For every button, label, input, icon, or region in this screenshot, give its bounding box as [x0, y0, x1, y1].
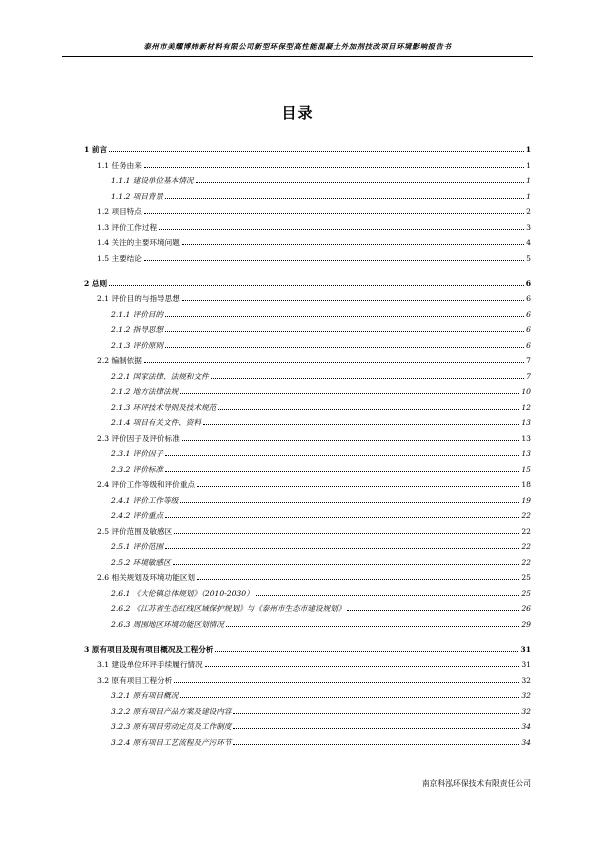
toc-leader-dots: [182, 440, 519, 441]
toc-entry-page: 18: [521, 480, 531, 489]
toc-entry-page: 22: [521, 526, 531, 536]
page-title: 目录: [281, 104, 314, 122]
toc-entry[interactable]: [84, 685, 531, 701]
toc-entry-label: 1.3 评价工作过程: [97, 222, 158, 232]
toc-entry-label: 2.6.3 周围地区环境功能区划情况: [111, 619, 224, 629]
toc-entry-page: 15: [521, 464, 531, 474]
toc-leader-dots: [165, 316, 524, 317]
toc-entry-label: 3.2.2 原有项目产品方案及建设内容: [111, 706, 232, 716]
toc-leader-dots: [174, 682, 519, 683]
toc-entry-label: 1.1 任务由来: [97, 160, 142, 170]
toc-entry-label: 1.1.2 项目背景: [111, 191, 164, 201]
toc-entry[interactable]: [84, 536, 531, 552]
toc-entry[interactable]: [84, 288, 531, 304]
toc-entry[interactable]: [84, 551, 531, 567]
toc-entry-label: 2.6.2 《江苏省生态红线区域保护规划》与《泰州市生态市建设规划》: [111, 604, 346, 613]
toc-entry-page: 6: [526, 325, 531, 334]
toc-entry-label: 1.4 关注的主要环境问题: [97, 238, 180, 247]
toc-entry[interactable]: [84, 654, 531, 670]
toc-entry-label: 2.1.3 评价原则: [111, 340, 164, 350]
toc-entry-page: 25: [521, 573, 531, 582]
toc-entry[interactable]: [84, 137, 531, 154]
toc-entry-page: 1: [526, 191, 531, 201]
toc-entry[interactable]: [84, 170, 531, 186]
toc-entry-page: 6: [526, 340, 531, 350]
toc-entry[interactable]: [84, 319, 531, 335]
toc-entry-page: 1: [525, 145, 531, 154]
toc-entry-page: 6: [526, 294, 531, 303]
toc-entry-page: 2: [526, 207, 531, 216]
toc-leader-dots: [180, 502, 519, 503]
toc-entry-label: 3.2.4 原有项目工艺流程及产污环节: [111, 737, 232, 747]
toc-entry-page: 7: [526, 371, 531, 381]
toc-leader-dots: [256, 595, 520, 596]
toc-entry-page: 22: [521, 557, 531, 567]
toc-entry[interactable]: [84, 489, 531, 505]
toc-entry[interactable]: [84, 303, 531, 319]
toc-entry-page: 29: [521, 619, 531, 629]
toc-leader-dots: [211, 378, 524, 379]
toc-entry-label: 2.1.2 地方法律法规: [111, 387, 179, 396]
toc-leader-dots: [165, 347, 524, 348]
toc-entry-page: 13: [521, 449, 531, 458]
page-footer: 南京科泓环保技术有限责任公司: [421, 779, 531, 788]
toc-entry[interactable]: [84, 474, 531, 490]
toc-leader-dots: [159, 229, 524, 230]
toc-entry-label: 2.4 评价工作等级和评价重点: [97, 480, 196, 489]
toc-entry[interactable]: [84, 520, 531, 536]
toc-leader-dots: [215, 651, 518, 652]
toc-entry-page: 12: [521, 402, 531, 412]
toc-leader-dots: [165, 548, 519, 549]
toc-entry[interactable]: [84, 458, 531, 474]
toc-leader-dots: [233, 744, 519, 745]
toc-entry-label: 2 总则: [84, 278, 108, 288]
toc-leader-dots: [197, 579, 519, 580]
toc-entry-page: 1: [526, 176, 531, 185]
toc-leader-dots: [144, 213, 524, 214]
toc-leader-dots: [109, 285, 524, 286]
toc-entry-label: 3 原有项目及现有项目概况及工程分析: [84, 644, 214, 654]
toc-entry-label: 2.6.1 《大伦镇总体规划》（2010-2030）: [111, 588, 254, 598]
toc-entry-label: 2.4.1 评价工作等级: [111, 495, 179, 505]
toc-entry[interactable]: [84, 365, 531, 381]
toc-entry-label: 2.1.3 环评技术导则及技术规范: [111, 402, 217, 412]
toc-entry-page: 34: [521, 737, 531, 747]
toc-entry-page: 1: [526, 160, 531, 170]
table-of-contents: [84, 137, 531, 747]
toc-leader-dots: [165, 331, 524, 332]
toc-entry-page: 22: [521, 542, 531, 551]
toc-leader-dots: [174, 533, 519, 534]
toc-entry-page: 13: [521, 418, 531, 427]
toc-leader-dots: [165, 455, 519, 456]
toc-entry-page: 13: [521, 433, 531, 443]
toc-entry-label: 1.2 项目特点: [97, 207, 142, 216]
toc-entry[interactable]: [84, 232, 531, 248]
toc-entry[interactable]: [84, 443, 531, 459]
toc-entry[interactable]: [84, 334, 531, 350]
toc-leader-dots: [144, 362, 524, 363]
toc-leader-dots: [233, 728, 519, 729]
toc-entry-page: 7: [526, 356, 531, 365]
toc-entry-label: 2.1.4 项目有关文件、资料: [111, 418, 202, 427]
toc-entry[interactable]: [84, 247, 531, 263]
toc-entry-page: 6: [525, 278, 531, 288]
toc-entry-label: 2.1.1 评价目的: [111, 309, 164, 319]
toc-entry-page: 5: [526, 253, 531, 263]
toc-entry[interactable]: [84, 185, 531, 201]
toc-entry-label: 1 前言: [84, 145, 108, 154]
toc-entry[interactable]: [84, 412, 531, 428]
toc-entry-page: 4: [526, 238, 531, 247]
toc-entry-label: 3.2.3 原有项目劳动定员及工作制度: [111, 722, 232, 731]
toc-entry[interactable]: [84, 567, 531, 583]
toc-entry-label: 2.6 相关规划及环境功能区划: [97, 573, 196, 582]
toc-leader-dots: [165, 471, 519, 472]
toc-entry[interactable]: [84, 731, 531, 747]
toc-entry[interactable]: [84, 427, 531, 443]
toc-leader-dots: [144, 167, 524, 168]
toc-entry[interactable]: [84, 350, 531, 366]
toc-entry-label: 3.2.1 原有项目概况: [111, 691, 179, 700]
toc-entry-label: 2.2.1 国家法律、法规和文件: [111, 371, 209, 381]
toc-entry-page: 34: [521, 722, 531, 731]
toc-entry-label: 1.1.1 建设单位基本情况: [111, 176, 194, 185]
toc-entry-page: 10: [521, 387, 531, 396]
toc-entry-label: 3.2 原有项目工程分析: [97, 675, 173, 685]
page-header: 泰州市美耀博炜新材料有限公司新型环保型高性能混凝土外加剂技改项目环境影响报告书: [143, 42, 452, 51]
toc-entry-label: 2.3 评价因子及评价标准: [97, 433, 180, 443]
toc-entry[interactable]: [84, 396, 531, 412]
toc-leader-dots: [196, 182, 525, 183]
toc-entry[interactable]: [84, 669, 531, 685]
toc-entry[interactable]: [84, 582, 531, 598]
toc-entry[interactable]: [84, 154, 531, 170]
toc-leader-dots: [347, 610, 519, 611]
toc-leader-dots: [205, 666, 520, 667]
toc-entry[interactable]: [84, 700, 531, 716]
toc-entry-label: 2.3.2 评价标准: [111, 464, 164, 474]
toc-entry-label: 2.4.2 评价重点: [111, 511, 164, 520]
toc-entry-label: 2.5 评价范围及敏感区: [97, 526, 173, 536]
toc-entry-label: 2.5.2 环境敏感区: [111, 557, 171, 567]
toc-entry-label: 2.1.2 指导思想: [111, 325, 164, 334]
toc-entry-page: 32: [521, 706, 531, 716]
toc-leader-dots: [180, 393, 519, 394]
toc-entry-label: 2.2 编制依据: [97, 356, 142, 365]
toc-leader-dots: [182, 300, 524, 301]
toc-entry-page: 25: [521, 588, 531, 598]
toc-leader-dots: [144, 260, 524, 261]
toc-leader-dots: [226, 626, 519, 627]
toc-entry-page: 19: [521, 495, 531, 505]
toc-entry-page: 22: [521, 511, 531, 520]
toc-leader-dots: [173, 564, 520, 565]
toc-entry-label: 2.1 评价目的与指导思想: [97, 294, 180, 303]
toc-entry[interactable]: [84, 637, 531, 654]
header-rule: [62, 56, 533, 57]
toc-leader-dots: [197, 486, 519, 487]
toc-entry-page: 32: [521, 691, 531, 700]
toc-leader-dots: [165, 198, 524, 199]
toc-entry-page: 32: [521, 675, 531, 685]
toc-entry-label: 2.5.1 评价范围: [111, 542, 164, 551]
toc-entry[interactable]: [84, 201, 531, 217]
toc-leader-dots: [180, 697, 519, 698]
toc-entry[interactable]: [84, 613, 531, 629]
toc-entry-page: 3: [526, 222, 531, 232]
toc-entry-page: 26: [521, 604, 531, 613]
toc-entry[interactable]: [84, 505, 531, 521]
toc-entry[interactable]: [84, 716, 531, 732]
toc-leader-dots: [218, 409, 519, 410]
toc-entry-label: 3.1 建设单位环评手续履行情况: [97, 660, 203, 669]
toc-entry[interactable]: [84, 271, 531, 288]
toc-leader-dots: [203, 424, 519, 425]
toc-leader-dots: [233, 713, 519, 714]
toc-leader-dots: [109, 151, 524, 152]
toc-entry[interactable]: [84, 381, 531, 397]
toc-entry-page: 31: [520, 644, 531, 654]
toc-entry-label: 2.3.1 评价因子: [111, 449, 164, 458]
toc-entry[interactable]: [84, 598, 531, 614]
toc-entry-page: 31: [521, 660, 531, 669]
toc-entry-page: 6: [526, 309, 531, 319]
toc-entry[interactable]: [84, 216, 531, 232]
toc-leader-dots: [182, 244, 524, 245]
toc-entry-label: 1.5 主要结论: [97, 253, 142, 263]
toc-leader-dots: [165, 517, 519, 518]
